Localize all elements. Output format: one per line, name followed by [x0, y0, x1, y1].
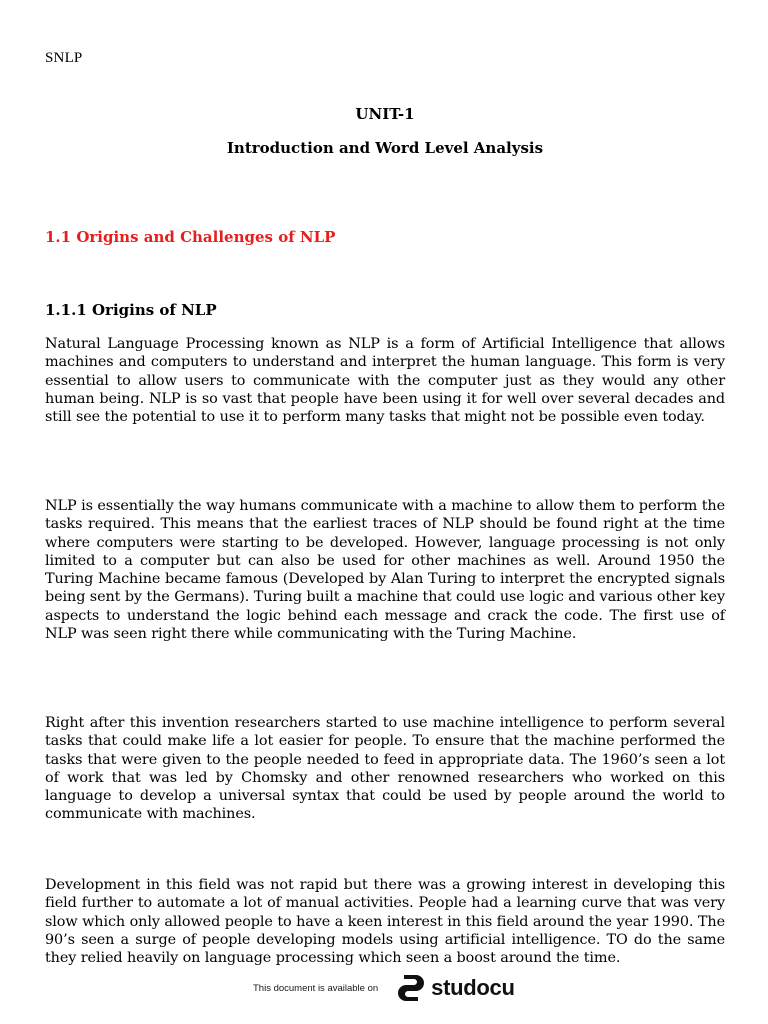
- studocu-footer-banner[interactable]: [253, 970, 515, 1006]
- footer-availability-text: This document is available on: [253, 982, 379, 994]
- paragraph-turing-machine: NLP is essentially the way humans communicate with a machine to allow them to perform the tasks required. This means that the earliest traces of NLP should be found right at the time where computers were starting to be developed. However, language processing is not only limited to a computer but can also be used for other machines as well. Around 1950 the Turing Machine became famous (Developed by Alan Turing to interpret the encrypted signals being sent by the Germans). Turing built a machine that could use logic and various other key aspects to understand the logic behind each message and crack the code. The first use of NLP was seen right there while communicating with the Turing Machine.: [45, 498, 725, 643]
- subsection-heading: 1.1.1 Origins of NLP: [45, 301, 217, 319]
- paragraph-chomsky-era: Right after this invention researchers started to use machine intelligence to perform several tasks that could make life a lot easier for people. To ensure that the machine performed the tasks that were given to the people needed to feed in appropriate data. The 1960’s seen a lot of work that was led by Chomsky and other renowned researchers who worked on this language to develop a universal syntax that could be used by people around the world to communicate with machines.: [45, 715, 725, 823]
- section-heading: 1.1 Origins and Challenges of NLP: [45, 228, 336, 246]
- studocu-brand-name: studocu: [431, 975, 515, 1000]
- studocu-logo-icon: [394, 972, 426, 1004]
- paragraph-1990s-development: Development in this field was not rapid but there was a growing interest in developing this field further to automate a lot of manual activities. People had a learning curve that was very slow which only allowed people to have a keen interest in this field around the year 1990. The 90’s seen a surge of people developing models using artificial intelligence. TO do the same they relied heavily on language processing which seen a boost around the time.: [45, 877, 725, 967]
- paragraph-origins-intro: Natural Language Processing known as NLP is a form of Artificial Intelligence that allows machines and computers to understand and interpret the human language. This form is very essential to allow users to communicate with the computer just as they would any other human being. NLP is so vast that people have been using it for well over several decades and still see the potential to use it to perform many tasks that might not be possible even today.: [45, 336, 725, 426]
- chapter-title: Introduction and Word Level Analysis: [226, 139, 544, 157]
- running-head: SNLP: [45, 50, 83, 66]
- unit-title: UNIT-1: [355, 105, 415, 123]
